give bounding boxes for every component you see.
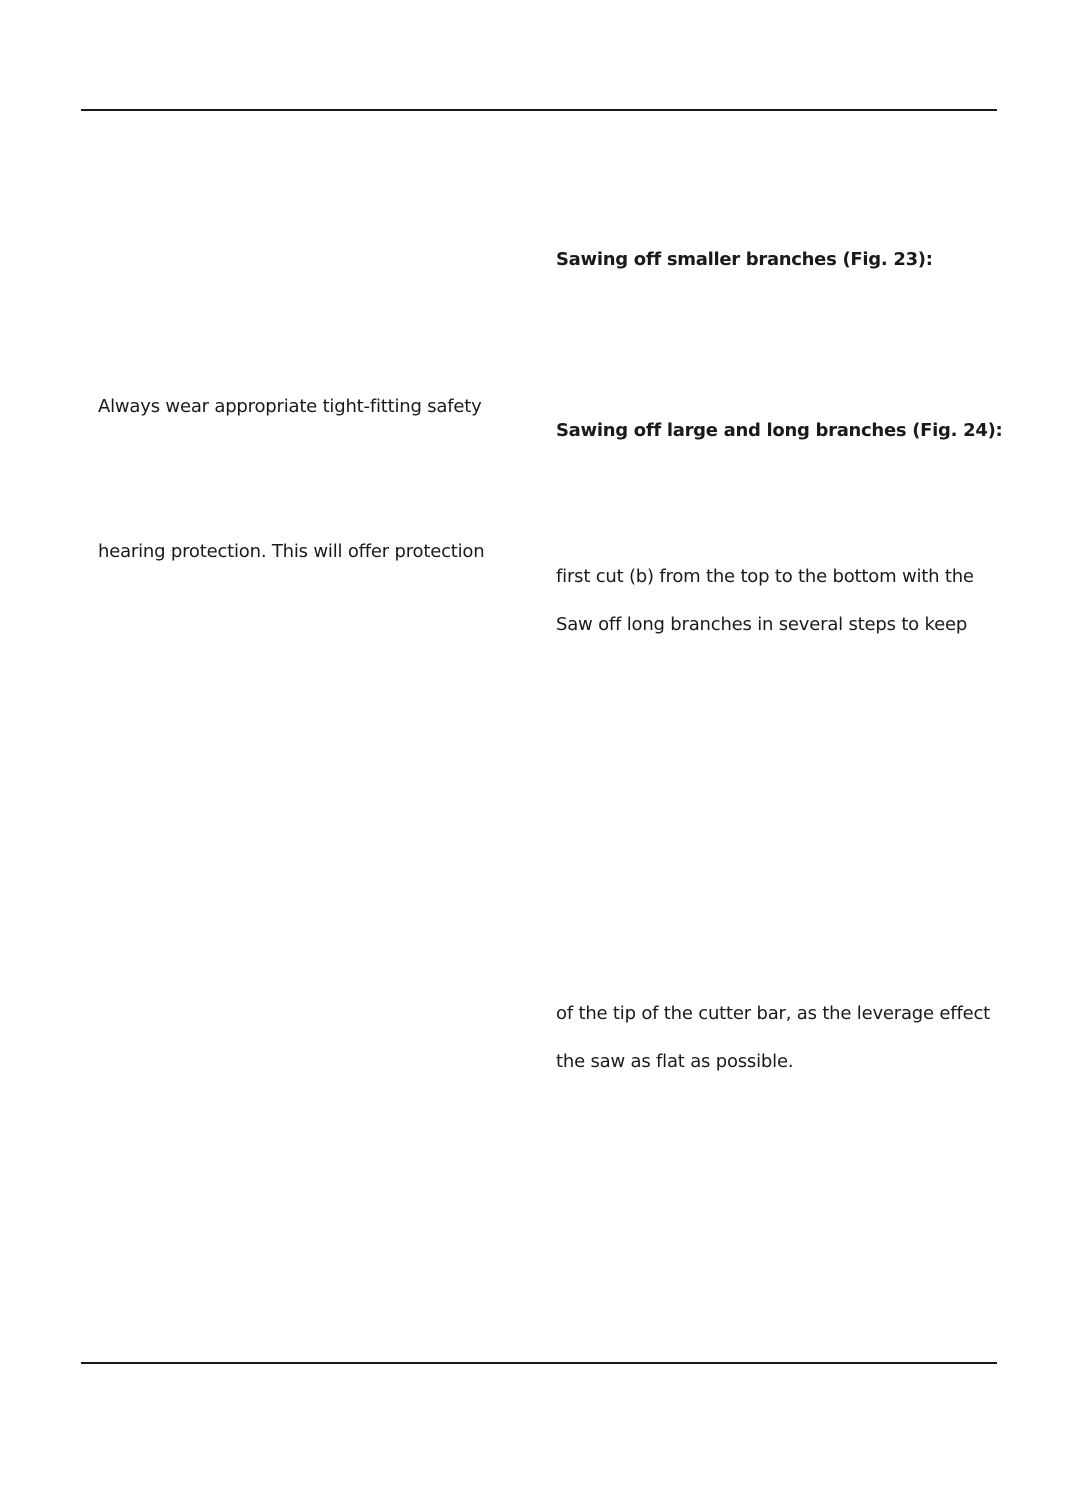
text-line-first-cut: first cut (b) from the top to the bottom with the	[556, 566, 974, 587]
heading-sawing-smaller-branches: Sawing off smaller branches (Fig. 23):	[556, 249, 933, 270]
footer-rule	[81, 1362, 997, 1364]
text-line-safety: Always wear appropriate tight-fitting safety	[98, 396, 482, 417]
heading-sawing-large-branches: Sawing off large and long branches (Fig. 24):	[556, 420, 1003, 441]
text-line-saw-flat: the saw as flat as possible.	[556, 1051, 794, 1072]
text-line-saw-off-long-branches: Saw off long branches in several steps to keep	[556, 614, 968, 635]
text-line-hearing-protection: hearing protection. This will offer protection	[98, 541, 485, 562]
header-rule	[81, 109, 997, 111]
text-line-cutter-bar-tip: of the tip of the cutter bar, as the leverage effect	[556, 1003, 991, 1024]
